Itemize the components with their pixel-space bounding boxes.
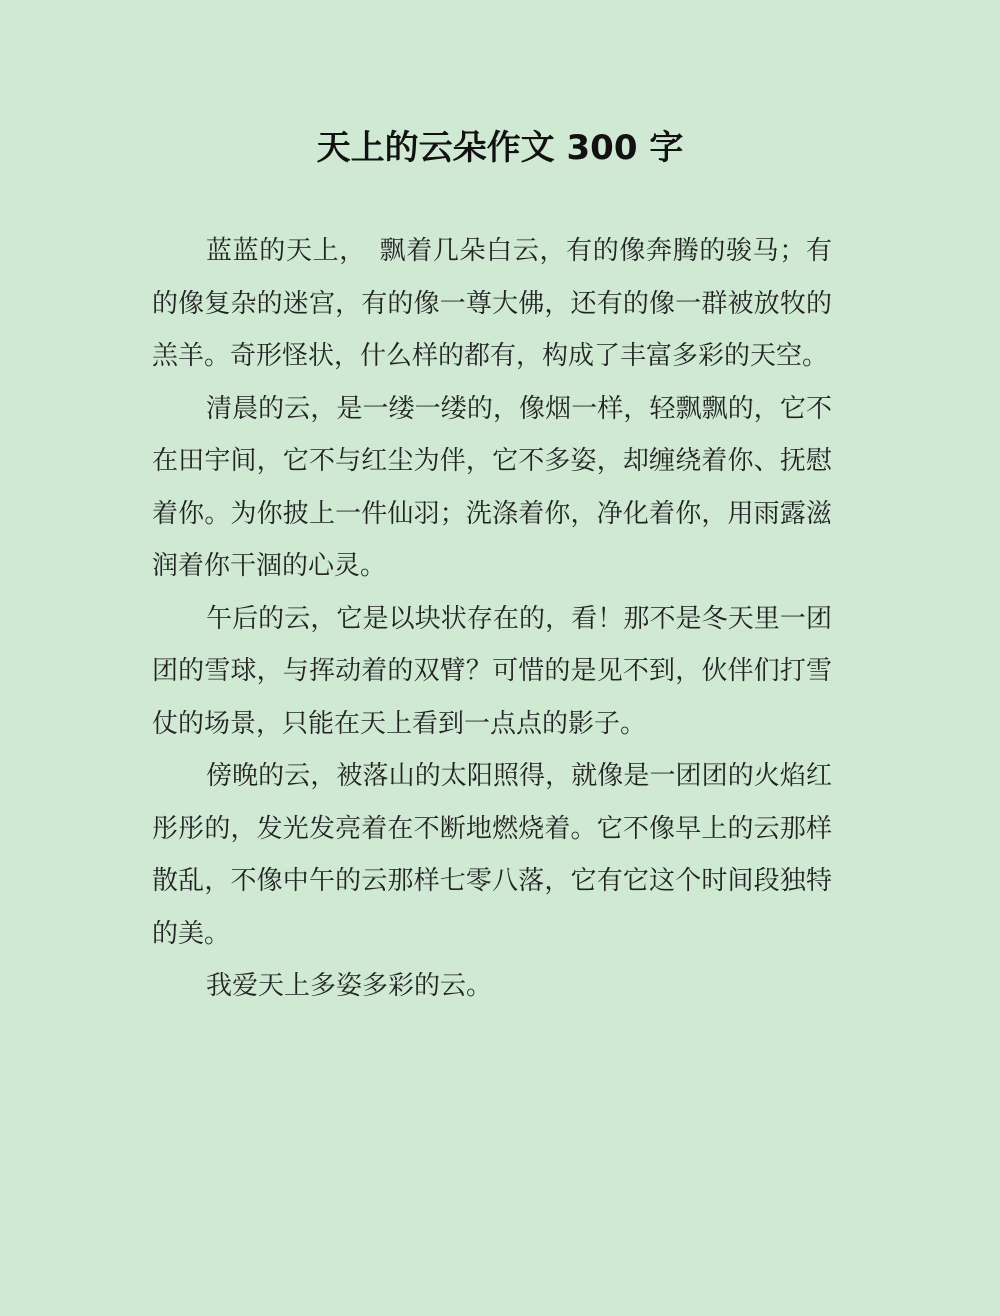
paragraph-1: 蓝蓝的天上， 飘着几朵白云，有的像奔腾的骏马；有的像复杂的迷宫，有的像一尊大佛，还有的像一群被放牧的羔羊。奇形怪状，什么样的都有，构成了丰富多彩的天空。 [152, 236, 832, 371]
paragraph-2: 清晨的云，是一缕一缕的，像烟一样，轻飘飘的，它不在田宇间，它不与红尘为伴，它不多姿，却缠绕着你、抚慰着你。为你披上一件仙羽；洗涤着你，净化着你，用雨露滋润着你干涸的心灵。 [152, 393, 832, 581]
paragraph-5: 我爱天上多姿多彩的云。 [206, 971, 493, 1001]
paragraph-4: 傍晚的云，被落山的太阳照得，就像是一团团的火焰红彤彤的，发光发亮着在不断地燃烧着。它不像早上的云那样散乱，不像中午的云那样七零八落，它有它这个时间段独特的美。 [152, 761, 832, 949]
paragraph-3: 午后的云，它是以块状存在的，看！那不是冬天里一团团的雪球，与挥动着的双臂？可惜的是见不到，伙伴们打雪仗的场景，只能在天上看到一点点的影子。 [152, 603, 832, 739]
essay-body [152, 225, 832, 1013]
document-title: 天上的云朵作文 300 字 [316, 128, 684, 168]
